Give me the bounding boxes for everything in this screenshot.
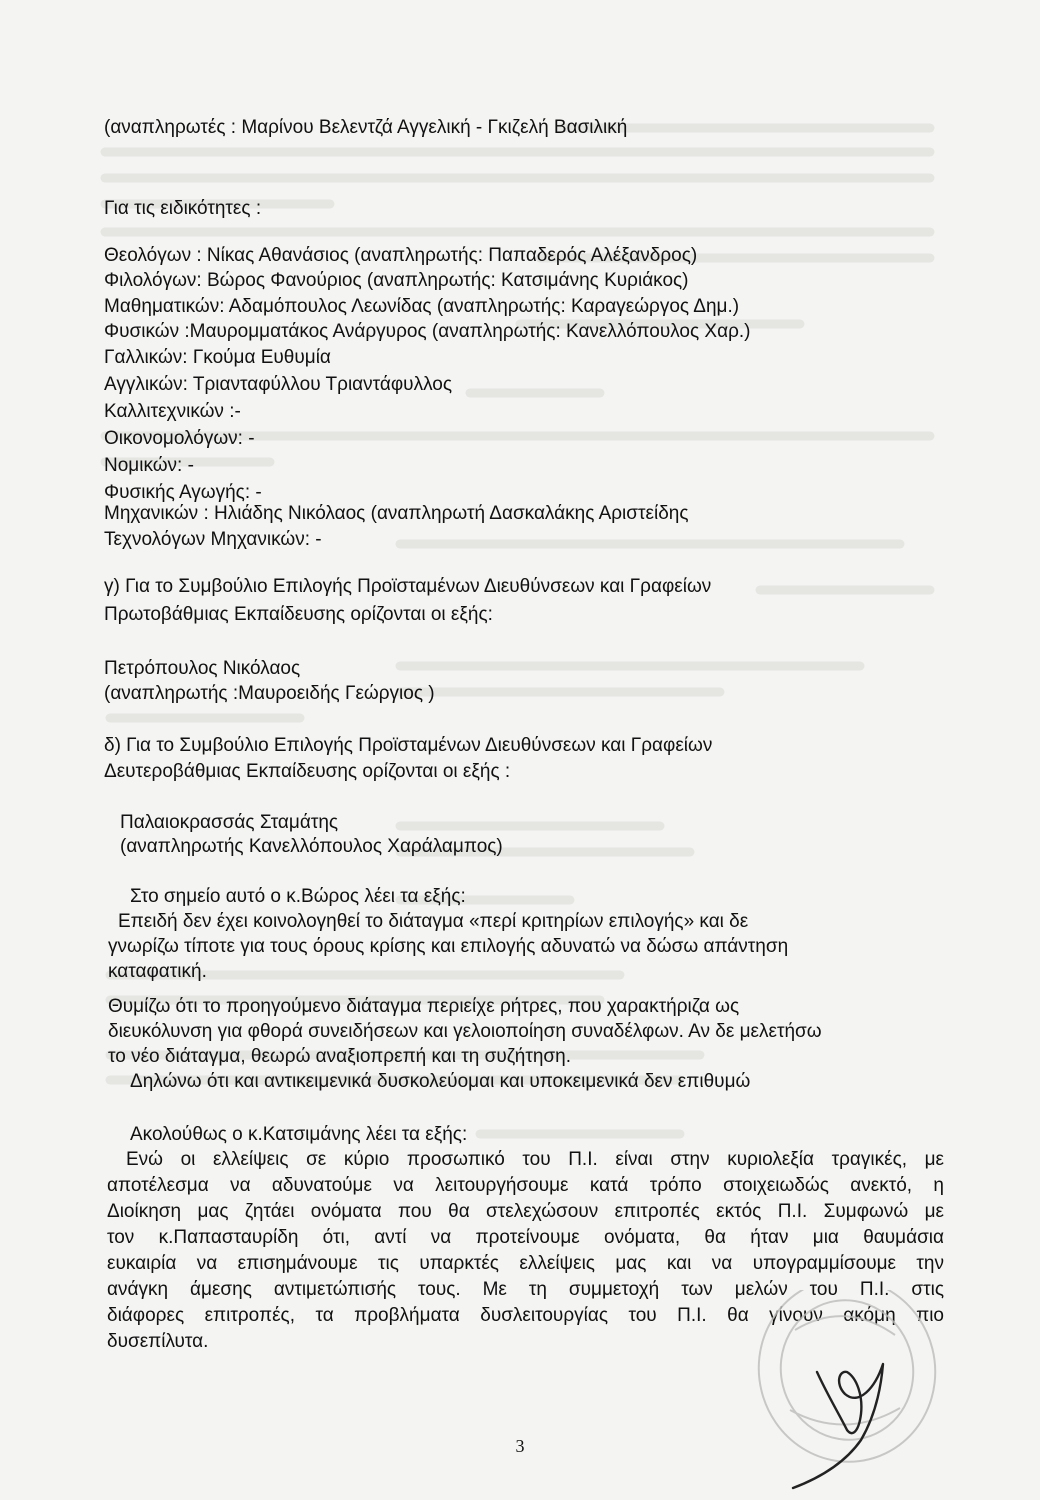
section-d-line2: Δευτεροβάθμιας Εκπαίδευσης ορίζονται οι εξής : [104,761,511,782]
specialty-mathematicians: Μαθηματικών: Αδαμόπουλος Λεωνίδας (αναπληρωτής: Καραγεώργος Δημ.) [104,296,740,317]
specialty-english: Αγγλικών: Τριανταφύλλου Τριαντάφυλλος [104,374,453,395]
substitutes-header: (αναπληρωτές : Μαρίνου Βελεντζά Αγγελική - Γκιζελή Βασιλική [104,117,628,138]
voros-line: Επειδή δεν έχει κοινολογηθεί το διάταγμα «περί κριτηρίων επιλογής» και δε [118,911,749,932]
section-c-substitute: (αναπληρωτής :Μαυροειδής Γεώργιος ) [104,683,435,704]
specialties-heading: Για τις ειδικότητες : [104,198,262,219]
katsimanis-line: διάφορες επιτροπές, τα προβλήματα δυσλειτουργίας του Π.Ι. θα γίνουν ακόμη πιο [107,1305,944,1326]
katsimanis-line: δυσεπίλυτα. [107,1331,209,1352]
specialty-philologists: Φιλολόγων: Βώρος Φανούριος (αναπληρωτής: Κατσιμάνης Κυριάκος) [104,270,689,291]
katsimanis-intro: Ακολούθως ο κ.Κατσιμάνης λέει τα εξής: [130,1124,468,1145]
specialty-lawyers: Νομικών: - [104,455,194,476]
specialty-arts: Καλλιτεχνικών :- [104,401,241,422]
voros-intro: Στο σημείο αυτό ο κ.Βώρος λέει τα εξής: [130,886,466,907]
section-d-member: Παλαιοκρασσάς Σταμάτης [120,812,339,833]
section-d-line1: δ) Για το Συμβούλιο Επιλογής Προϊσταμένων Διευθύνσεων και Γραφείων [104,735,713,756]
signature-icon [793,1364,883,1488]
katsimanis-line: αποτέλεσμα να αδυνατούμε να λειτουργήσουμε κατά τρόπο στοιχειωδώς ανεκτό, η [107,1175,944,1196]
specialty-theologians: Θεολόγων : Νίκας Αθανάσιος (αναπληρωτής: Παπαδερός Αλέξανδρος) [104,245,698,266]
specialty-engineers: Μηχανικών : Ηλιάδης Νικόλαος (αναπληρωτή Δασκαλάκης Αριστείδης [104,503,689,524]
katsimanis-line: τον κ.Παπασταυρίδη ότι, αντί να προτείνουμε ονόματα, θα ήταν μια θαυμάσια [107,1227,944,1248]
voros-line: το νέο διάταγμα, θεωρώ αναξιοπρεπή και τη συζήτηση. [108,1046,571,1067]
katsimanis-line: Ενώ οι ελλείψεις σε κύριο προσωπικό του Π.Ι. είναι στην κυριολεξία τραγικές, με [126,1149,944,1170]
section-d-substitute: (αναπληρωτής Κανελλόπουλος Χαράλαμπος) [120,836,503,857]
specialty-economists: Οικονομολόγων: - [104,428,255,449]
katsimanis-line: ανάγκη άμεσης αντιμετώπισής τους. Με τη συμμετοχή των μελών του Π.Ι. στις [107,1279,944,1300]
specialty-engineering-technologists: Τεχνολόγων Μηχανικών: - [104,529,322,550]
voros-line: καταφατική. [108,961,207,982]
page-number: 3 [515,1436,525,1456]
specialty-physicists: Φυσικών :Μαυρομματάκος Ανάργυρος (αναπληρωτής: Κανελλόπουλος Χαρ.) [104,321,751,342]
specialty-french: Γαλλικών: Γκούμα Ευθυμία [104,347,331,368]
voros-line: διευκόλυνση για φθορά συνειδήσεων και γελοιοποίηση συναδέλφων. Αν δε μελετήσω [108,1021,822,1042]
voros-line: Δηλώνω ότι και αντικειμενικά δυσκολεύομαι και υποκειμενικά δεν επιθυμώ [130,1071,751,1092]
section-c-line1: γ) Για το Συμβούλιο Επιλογής Προϊσταμένων Διευθύνσεων και Γραφείων [104,576,712,597]
official-stamp-and-signature [735,1290,955,1500]
section-c-member: Πετρόπουλος Νικόλαος [104,658,301,679]
specialty-physical-education: Φυσικής Αγωγής: - [104,482,262,503]
voros-line: γνωρίζω τίποτε για τους όρους κρίσης και επιλογής αδυνατώ να δώσω απάντηση [108,936,789,957]
section-c-line2: Πρωτοβάθμιας Εκπαίδευσης ορίζονται οι εξής: [104,604,493,625]
katsimanis-line: Διοίκηση μας ζητάει ονόματα που θα στελεχώσουν επιτροπές εκτός Π.Ι. Συμφωνώ με [107,1201,944,1222]
katsimanis-line: ευκαιρία να επισημάνουμε τις υπαρκτές ελλείψεις μας και να υπογραμμίσουμε την [107,1253,944,1274]
voros-line: Θυμίζω ότι το προηγούμενο διάταγμα περιείχε ρήτρες, που χαρακτήριζα ως [108,996,740,1017]
